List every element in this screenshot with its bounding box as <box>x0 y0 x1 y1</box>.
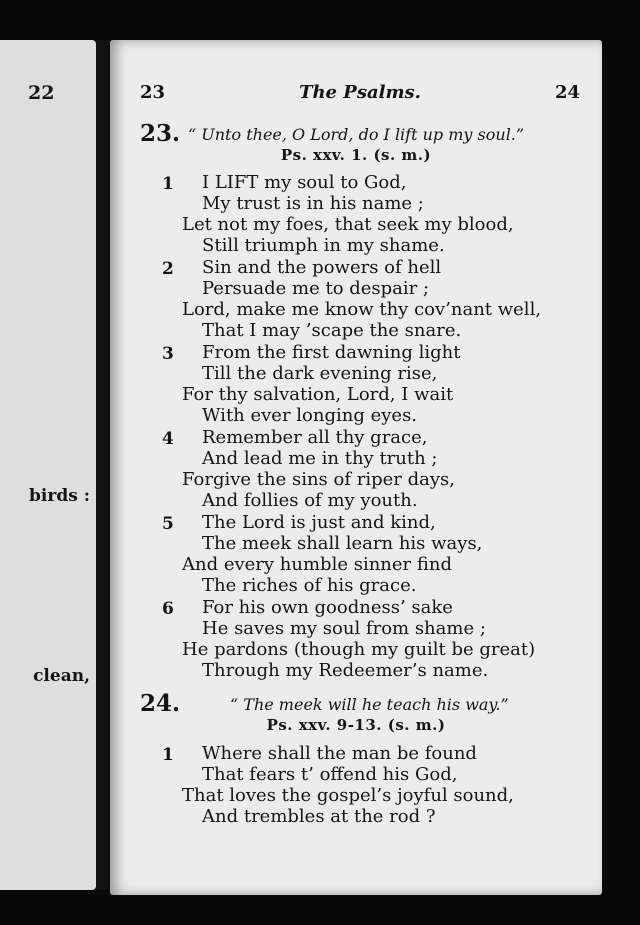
psalm-reference: Ps. xxv. 1. (s. m.) <box>280 146 432 164</box>
verse-line: The meek shall learn his ways, <box>202 533 483 554</box>
verse-line: From the first dawning light <box>202 342 461 363</box>
verse-line: My trust is in his name ; <box>202 193 424 214</box>
verse-line: Through my Redeemer’s name. <box>202 660 489 681</box>
verse-line: Till the dark evening rise, <box>202 363 438 384</box>
verse-line: Persuade me to despair ; <box>202 278 430 299</box>
verse-line: And lead me in thy truth ; <box>202 448 438 469</box>
book-spine <box>96 40 110 890</box>
left-page-fragment: birds : <box>29 486 90 506</box>
stanza-number: 1 <box>162 745 174 765</box>
psalm-epigraph: “ The meek will he teach his way.” <box>230 695 509 714</box>
stanza-number: 3 <box>162 344 174 364</box>
verse-line: Lord, make me know thy cov’nant well, <box>182 299 542 320</box>
verse-line: And follies of my youth. <box>202 490 418 511</box>
left-page <box>0 40 96 890</box>
verse-line: Still triumph in my shame. <box>202 235 445 256</box>
psalm-reference: Ps. xxv. 9-13. (s. m.) <box>266 716 446 734</box>
verse-line: Remember all thy grace, <box>202 427 428 448</box>
verse-line: With ever longing eyes. <box>202 405 418 426</box>
right-page <box>110 40 602 895</box>
running-header <box>140 82 580 106</box>
verse-line: The riches of his grace. <box>202 575 417 596</box>
verse-line: That fears t’ offend his God, <box>202 764 458 785</box>
verse-line: For thy salvation, Lord, I wait <box>182 384 454 405</box>
left-page-fragment: clean, <box>33 666 90 686</box>
verse-line: He pardons (though my guilt be great) <box>182 639 536 660</box>
verse-line: Where shall the man be found <box>202 743 477 764</box>
header-right-number: 24 <box>554 82 580 103</box>
verse-line: Forgive the sins of riper days, <box>182 469 455 490</box>
verse-line: That loves the gospel’s joyful sound, <box>182 785 514 806</box>
verse-line: And trembles at the rod ? <box>202 806 436 827</box>
psalm-number: 24. <box>140 690 181 717</box>
header-title: The Psalms. <box>299 82 421 103</box>
verse-line: I LIFT my soul to God, <box>202 172 407 193</box>
stanza-number: 4 <box>162 429 174 449</box>
verse-line: For his own goodness’ sake <box>202 597 453 618</box>
verse-line: That I may ’scape the snare. <box>202 320 462 341</box>
verse-line: And every humble sinner find <box>182 554 452 575</box>
stanza-number: 5 <box>162 514 174 534</box>
left-page-number: 22 <box>28 82 55 104</box>
psalm-number: 23. <box>140 120 181 147</box>
verse-line: The Lord is just and kind, <box>202 512 436 533</box>
psalm-epigraph: “ Unto thee, O Lord, do I lift up my soul.” <box>188 125 525 144</box>
stanza-number: 6 <box>162 599 174 619</box>
verse-line: Let not my foes, that seek my blood, <box>182 214 514 235</box>
verse-line: Sin and the powers of hell <box>202 257 442 278</box>
stanza-number: 1 <box>162 174 174 194</box>
header-left-number: 23 <box>140 82 166 103</box>
stanza-number: 2 <box>162 259 174 279</box>
verse-line: He saves my soul from shame ; <box>202 618 486 639</box>
